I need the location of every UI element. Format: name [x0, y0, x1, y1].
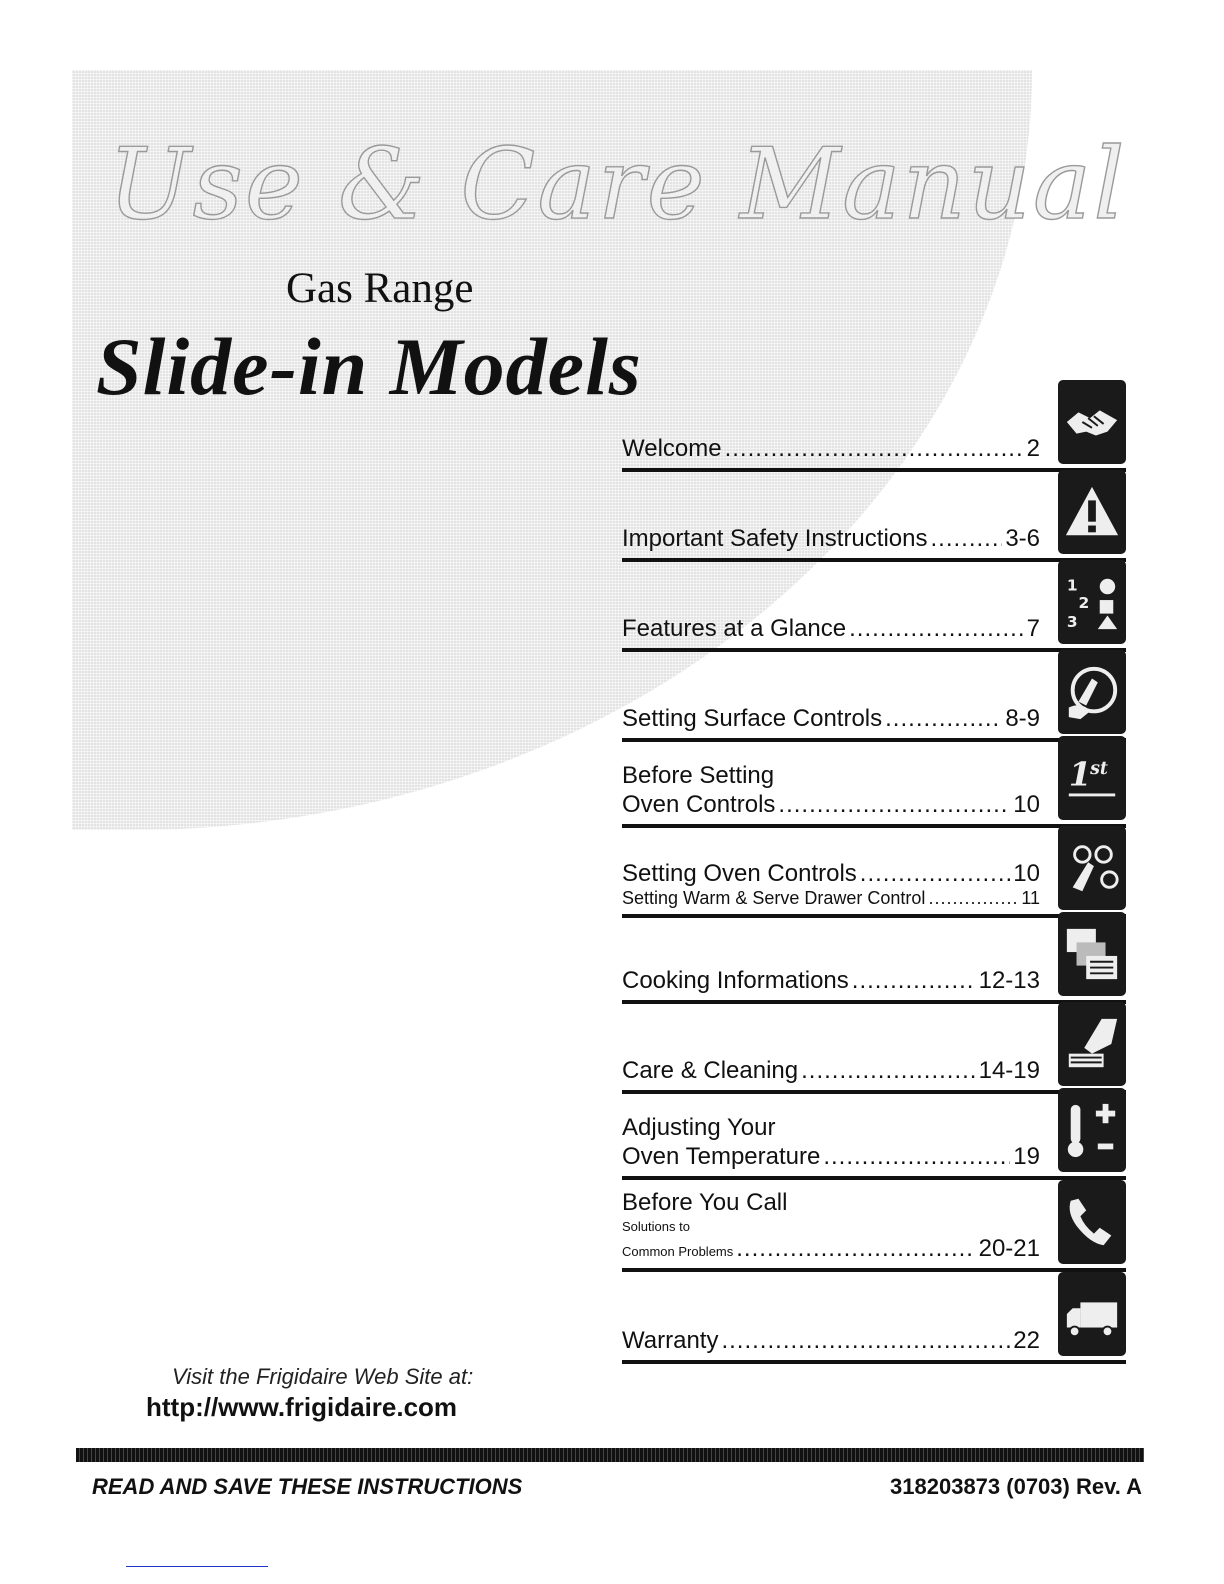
- svg-text:1: 1: [1068, 754, 1092, 794]
- toc-entry-adjusting-oven-temperature: Adjusting Your Oven Temperature ..... 19: [622, 1098, 1126, 1180]
- service-truck-icon: [1058, 1272, 1126, 1356]
- svg-text:3: 3: [1066, 613, 1078, 632]
- first-step-icon: [1058, 736, 1126, 820]
- handshake-icon: [1058, 380, 1126, 464]
- read-save-instructions: READ AND SAVE THESE INSTRUCTIONS: [92, 1474, 523, 1499]
- manual-title: Use & Care Manual: [108, 128, 1127, 242]
- toc-entry-care-cleaning: Care & Cleaning ..... 14-19: [622, 1008, 1126, 1094]
- toc-entry-setting-oven-controls: Setting Oven Controls ..... 10 Setting Warm & Serve Drawer Control ..... 11: [622, 830, 1126, 918]
- toc-entry-important-safety-instructions: Important Safety Instructions ..... 3-6: [622, 472, 1126, 562]
- toc-entry-cooking-informations: Cooking Informations ..... 12-13: [622, 918, 1126, 1004]
- website-url[interactable]: http://www.frigidaire.com: [146, 1392, 458, 1422]
- cookbook-icon: [1058, 912, 1126, 996]
- document-number: 318203873 (0703) Rev. A: [890, 1474, 1142, 1499]
- thermometer-icon: [1058, 1088, 1126, 1172]
- toc-entry-before-you-call: Before You Call Solutions to Common Problems ..... 20-21: [622, 1184, 1126, 1272]
- toc-entry-warranty: Warranty ..... 22: [622, 1278, 1126, 1364]
- toc-entry-setting-surface-controls: Setting Surface Controls ..... 8-9: [622, 652, 1126, 742]
- model-type-title: Slide-in Models: [96, 321, 642, 412]
- svg-text:st: st: [1090, 759, 1108, 780]
- bottom-divider-bar: [76, 1448, 1144, 1462]
- oven-controls-icon: [1058, 826, 1126, 910]
- phone-icon: [1058, 1180, 1126, 1264]
- surface-knob-icon: [1058, 650, 1126, 734]
- website-label: Visit the Frigidaire Web Site at:: [172, 1364, 474, 1389]
- toc-entry-welcome: Welcome ..... 2: [622, 380, 1126, 472]
- svg-text:1: 1: [1066, 576, 1078, 595]
- numbered-steps-icon: [1058, 560, 1126, 644]
- warning-icon: [1058, 470, 1126, 554]
- toc-entry-before-setting-oven-controls: Before Setting Oven Controls ..... 10 1 st: [622, 742, 1126, 828]
- svg-text:2: 2: [1078, 593, 1090, 612]
- toc-entry-features-at-a-glance: Features at a Glance ..... 7 1 2 3: [622, 562, 1126, 652]
- footer-link-underline: [126, 1566, 268, 1567]
- product-line: Gas Range: [286, 265, 474, 312]
- cleaning-hand-icon: [1058, 1002, 1126, 1086]
